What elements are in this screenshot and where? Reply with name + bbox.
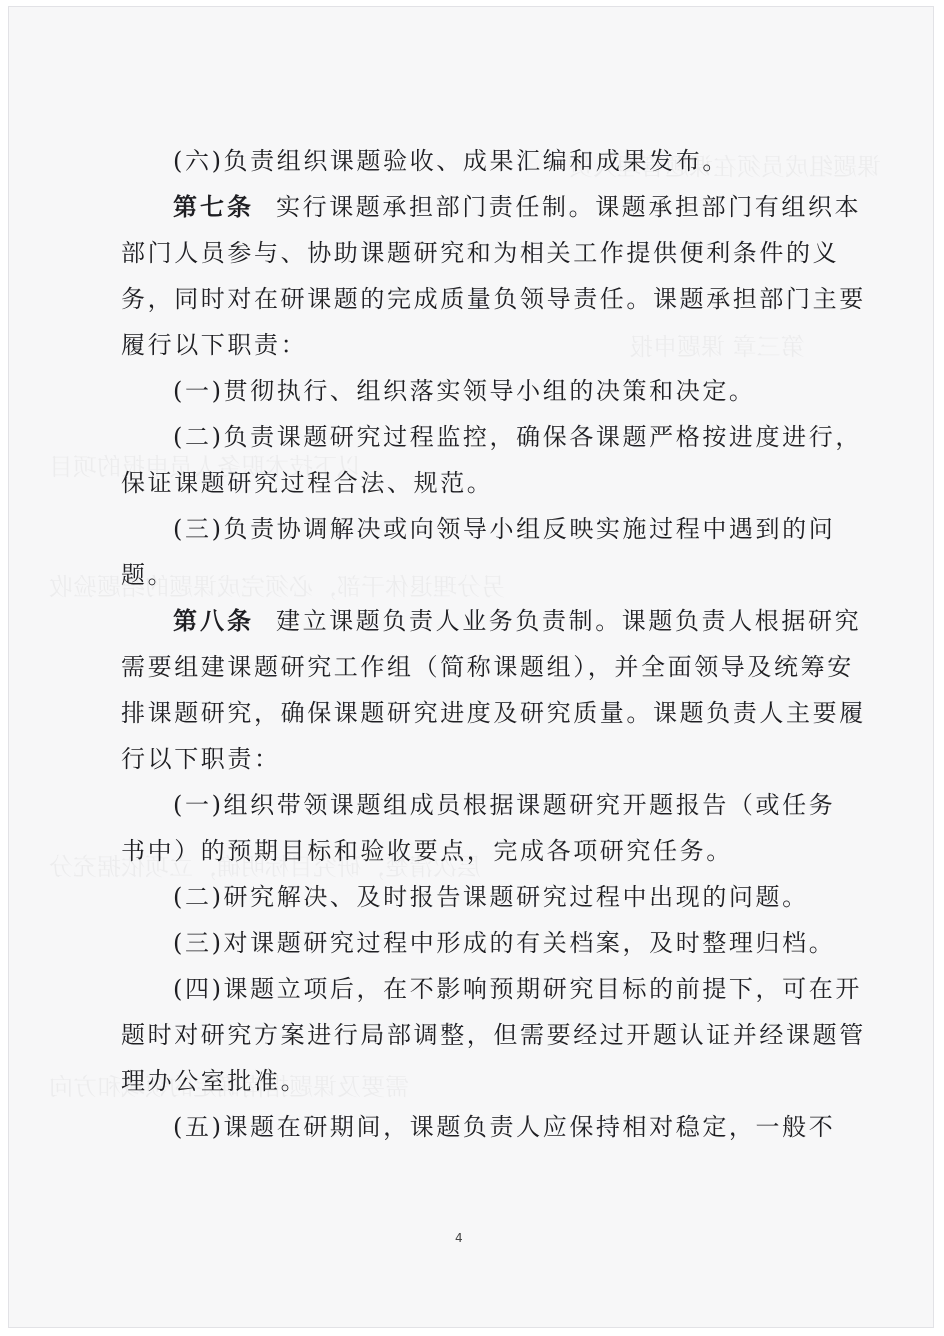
text-line: 行以下职责： <box>121 745 281 773</box>
text-line: (一)贯彻执行、组织落实领导小组的决策和决定。 <box>173 377 756 405</box>
text-line: 题。 <box>121 561 175 589</box>
text-line: (五)课题在研期间，课题负责人应保持相对稳定，一般不 <box>173 1113 836 1141</box>
text-line: 理办公室批准。 <box>121 1067 308 1095</box>
text-line: 书中）的预期目标和验收要点，完成各项研究任务。 <box>121 837 733 865</box>
text-line: 需要组建课题研究工作组（简称课题组），并全面领导及统筹安 <box>121 653 854 681</box>
text-line: (一)组织带领课题组成员根据课题研究开题报告（或任务 <box>173 791 836 819</box>
text-line: 题时对研究方案进行局部调整，但需要经过开题认证并经课题管 <box>121 1021 866 1049</box>
text-line: 务，同时对在研课题的完成质量负领导责任。课题承担部门主要 <box>121 285 866 313</box>
article-8-label: 第八条 <box>173 607 254 635</box>
text-line: 建立课题负责人业务负责制。课题负责人根据研究 <box>276 607 862 635</box>
text-line: (六)负责组织课题验收、成果汇编和成果发布。 <box>173 147 729 175</box>
text-line: (二)研究解决、及时报告课题研究过程中出现的问题。 <box>173 883 809 911</box>
text-line: 履行以下职责： <box>121 331 308 359</box>
text-line: 排课题研究，确保课题研究进度及研究质量。课题负责人主要履 <box>121 699 866 727</box>
text-line: (四)课题立项后，在不影响预期研究目标的前提下，可在开 <box>173 975 862 1003</box>
text-line: 保证课题研究过程合法、规范。 <box>121 469 494 497</box>
article-7-line <box>9 192 933 222</box>
page-number: 4 <box>455 1231 463 1245</box>
article-8-line <box>9 606 933 636</box>
text-line: (三)负责协调解决或向领导小组反映实施过程中遇到的问 <box>173 515 836 543</box>
document-page <box>8 6 934 1328</box>
article-7-label: 第七条 <box>173 193 254 221</box>
text-line: (三)对课题研究过程中形成的有关档案，及时整理归档。 <box>173 929 836 957</box>
text-line: 部门人员参与、协助课题研究和为相关工作提供便利条件的义 <box>121 239 840 267</box>
text-line: 实行课题承担部门责任制。课题承担部门有组织本 <box>276 193 862 221</box>
text-line: (二)负责课题研究过程监控，确保各课题严格按进度进行， <box>173 423 862 451</box>
